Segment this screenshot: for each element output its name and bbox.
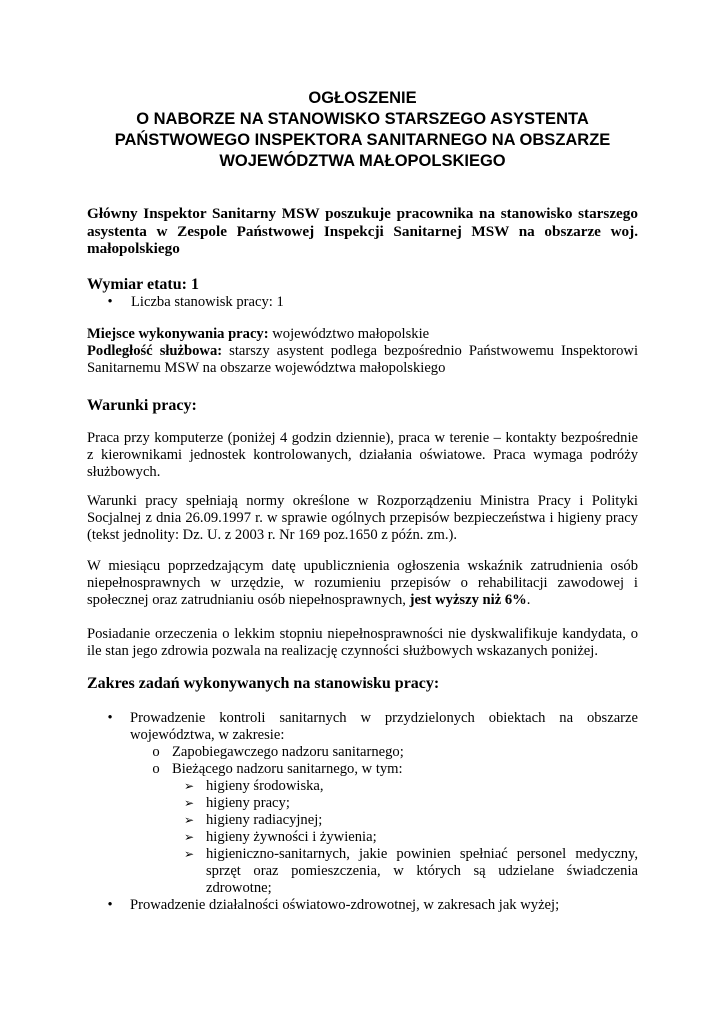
- wymiar-bullet-text: Liczba stanowisk pracy: 1: [131, 294, 284, 310]
- p3-text: W miesiącu poprzedzającym datę upublicznienia ogłoszenia wskaźnik zatrudnienia osób niepełnosprawnych w urzędzie, w rozumieniu przepisów o rehabilitacji zawodowej i społecznej oraz zatrudnianiu osób niepełnosprawnych,: [87, 558, 638, 608]
- warunki-paragraph-3: [87, 558, 638, 609]
- arrow-icon: ➢: [184, 813, 195, 827]
- zakres-item-2: Prowadzenie działalności oświatowo-zdrowotnej, w zakresach jak wyżej;: [130, 897, 560, 913]
- arrow-item: higieny żywności i żywienia;: [206, 829, 377, 845]
- zakres-sub-1: Zapobiegawczego nadzoru sanitarnego;: [172, 744, 404, 760]
- arrow-item: higieny środowiska,: [206, 778, 324, 794]
- arrow-item: higieny pracy;: [206, 795, 290, 811]
- zakres-sub-2: Bieżącego nadzoru sanitarnego, w tym:: [172, 761, 403, 777]
- sub-bullet-icon: o: [152, 744, 160, 760]
- warunki-heading: Warunki pracy:: [87, 397, 197, 414]
- warunki-paragraph-1: Praca przy komputerze (poniżej 4 godzin dziennie), praca w terenie – kontakty bezpośrednie z kierownikami jednostek kontrolowanych, działania oświatowe. Praca wymaga podróży służbowych.: [87, 430, 638, 480]
- arrow-item: higieniczno-sanitarnych, jakie powinien spełniać personel medyczny,: [206, 846, 638, 862]
- p3-end: .: [526, 592, 531, 608]
- warunki-paragraph-2: Warunki pracy spełniają normy określone w Rozporządzeniu Ministra Pracy i Polityki Socjalnej z dnia 26.09.1997 r. w sprawie ogólnych przepisów bezpieczeństwa i higieny pracy (tekst jednolity: Dz. U. z 2003 r. Nr 169 poz.1650 z późn. zm.).: [87, 493, 638, 543]
- title-line-2: O NABORZE NA STANOWISKO STARSZEGO ASYSTENTA: [136, 110, 589, 128]
- zakres-heading: Zakres zadań wykonywanych na stanowisku pracy:: [87, 675, 440, 692]
- warunki-paragraph-4: Posiadanie orzeczenia o lekkim stopniu niepełnosprawności nie dyskwalifikuje kandydata, o ile stan jego zdrowia pozwala na realizację czynności służbowych wskazanych poniżej.: [87, 626, 638, 659]
- arrow-item-continuation: zdrowotne;: [206, 880, 272, 896]
- arrow-item-continuation: sprzęt oraz pomieszczenia, w których są udzielane świadczenia: [206, 863, 638, 879]
- podleglosc-label: Podległość służbowa:: [87, 343, 223, 359]
- arrow-icon: ➢: [184, 847, 195, 861]
- title-line-3: PAŃSTWOWEGO INSPEKTORA SANITARNEGO NA OBSZARZE: [114, 131, 611, 149]
- miejsce-label: Miejsce wykonywania pracy:: [87, 326, 269, 342]
- sub-bullet-icon: o: [152, 761, 160, 777]
- arrow-item: higieny radiacyjnej;: [206, 812, 323, 828]
- arrow-icon: ➢: [184, 779, 195, 793]
- bullet-icon: •: [107, 897, 113, 913]
- arrow-icon: ➢: [184, 796, 195, 810]
- wymiar-heading: Wymiar etatu: 1: [87, 276, 199, 293]
- title-line-1: OGŁOSZENIE: [308, 89, 417, 107]
- bullet-icon: •: [107, 710, 113, 726]
- zakres-item-1-line-2: województwa, w zakresie:: [130, 727, 285, 743]
- miejsce-value: województwo małopolskie: [268, 326, 430, 342]
- podleglosc-paragraph: [87, 343, 638, 377]
- zakres-item-1-line-1: Prowadzenie kontroli sanitarnych w przydzielonych obiektach na obszarze: [130, 710, 638, 726]
- p3-bold: jest wyższy niż 6%: [409, 592, 527, 608]
- bullet-icon: •: [107, 294, 113, 310]
- title-line-4: WOJEWÓDZTWA MAŁOPOLSKIEGO: [219, 152, 506, 170]
- intro-paragraph: Główny Inspektor Sanitarny MSW poszukuje pracownika na stanowisko starszego asystenta w Zespole Państwowej Inspekcji Sanitarnej MSW na obszarze woj. małopolskiego: [87, 205, 638, 258]
- miejsce-line: [87, 326, 429, 343]
- document-title: [60, 88, 665, 172]
- arrow-icon: ➢: [184, 830, 195, 844]
- podleglosc-value: starszy asystent podlega bezpośrednio Państwowemu Inspektorowi Sanitarnemu MSW na obszarze województwa małopolskiego: [87, 343, 639, 376]
